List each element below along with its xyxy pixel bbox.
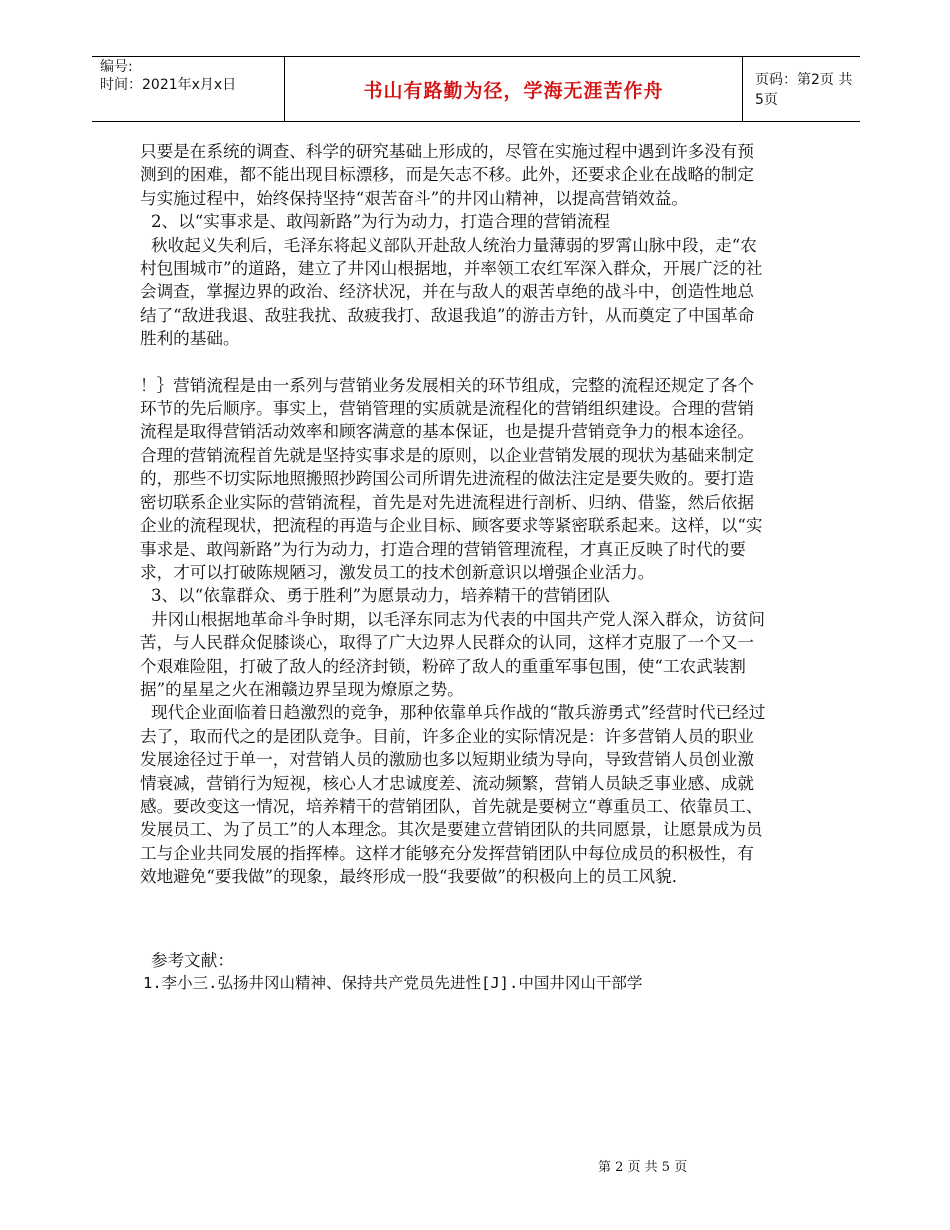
page-footer: 第 2 页 共 5 页 <box>598 1160 688 1175</box>
paragraph-1: 只要是在系统的调查、科学的研究基础上形成的，尽管在实施过程中遇到许多没有预测到的困难，都不能出现目标漂移，而是矢志不移。此外，还要求企业在战略的制定与实施过程中，始终保持坚持“艰苦奋斗”的井冈山精神，以提高营销效益。 <box>140 142 754 208</box>
header-page-code: 页码：第2页 共5页 <box>755 72 853 108</box>
paragraph-4: 井冈山根据地革命斗争时期，以毛泽东同志为代表的中国共产党人深入群众，访贫问苦，与人民群众促膝谈心，取得了广大边界人民群众的认同，这样才克服了一个又一个艰难险阻，打破了敌人的经济封锁，粉碎了敌人的重重军事包围，使“工农武装割据”的星星之火在湘赣边界呈现为燎原之势。 <box>140 609 765 699</box>
document-number-label: 编号: <box>100 59 133 75</box>
document-date: 时间：2021年x月x日 <box>100 77 237 93</box>
paragraph-5: 现代企业面临着日趋激烈的竞争，那种依靠单兵作战的“散兵游勇式”经营时代已经过去了，取而代之的是团队竞争。目前，许多企业的实际情况是：许多营销人员的职业发展途径过于单一，对营销人员的激励也多以短期业绩为导向，导致营销人员创业激情衰减，营销行为短视，核心人才忠诚度差、流动频繁，营销人员缺乏事业感、成就感。要改变这一情况，培养精干的营销团队，首先就是要树立“尊重员工、依靠员工、发展员工、为了员工”的人本理念。其次是要建立营销团队的共同愿景，让愿景成为员工与企业共同发展的指挥棒。这样才能够充分发挥营销团队中每位成员的积极性，有效地避免“要我做”的现象，最终形成一股“我要做”的积极向上的员工风貌． <box>140 703 766 887</box>
section-heading-3: 3、以“依靠群众、勇于胜利”为愿景动力，培养精干的营销团队 <box>151 586 610 606</box>
header-motto: 书山有路勤为径，学海无涯苦作舟 <box>363 79 664 102</box>
spacer <box>140 351 770 374</box>
header-page-cell <box>743 57 860 121</box>
spacer <box>140 889 770 949</box>
page-header <box>92 56 860 122</box>
paragraph-3: ！｝营销流程是由一系列与营销业务发展相关的环节组成，完整的流程还规定了各个环节的先后顺序。事实上，营销管理的实质就是流程化的营销组织建设。合理的营销流程是取得营销活动效率和顾客满意的基本保证，也是提升营销竞争力的根本途径。合理的营销流程首先就是坚持实事求是的原则，以企业营销发展的现状为基础来制定的，那些不切实际地照搬照抄跨国公司所谓先进流程的做法注定是要失败的。要打造密切联系企业实际的营销流程，首先是对先进流程进行剖析、归纳、借鉴，然后依据企业的流程现状，把流程的再造与企业目标、顾客要求等紧密联系起来。这样，以“实事求是、敢闯新路”为行为动力，打造合理的营销管理流程，才真正反映了时代的要求，才可以打破陈规陋习，激发员工的技术创新意识以增强企业活力。 <box>140 375 763 582</box>
section-heading-2: 2、以“实事求是、敢闯新路”为行为动力，打造合理的营销流程 <box>151 212 610 232</box>
references-label: 参考文献： <box>151 950 234 970</box>
header-meta <box>92 57 284 121</box>
paragraph-2: 秋收起义失利后，毛泽东将起义部队开赴敌人统治力量薄弱的罗霄山脉中段，走“农村包围城市”的道路，建立了井冈山根据地，并率领工农红军深入群众，开展广泛的社会调查，掌握边界的政治、经济状况，并在与敌人的艰苦卓绝的战斗中，创造性地总结了“敌进我退、敌驻我扰、敌疲我打、敌退我追”的游击方针，从而奠定了中国革命胜利的基础。 <box>140 235 763 349</box>
document-body <box>140 140 770 995</box>
reference-item: 1.李小三.弘扬井冈山精神、保持共产党员先进性[J].中国井冈山干部学 <box>143 974 643 992</box>
header-motto-cell <box>284 57 743 121</box>
